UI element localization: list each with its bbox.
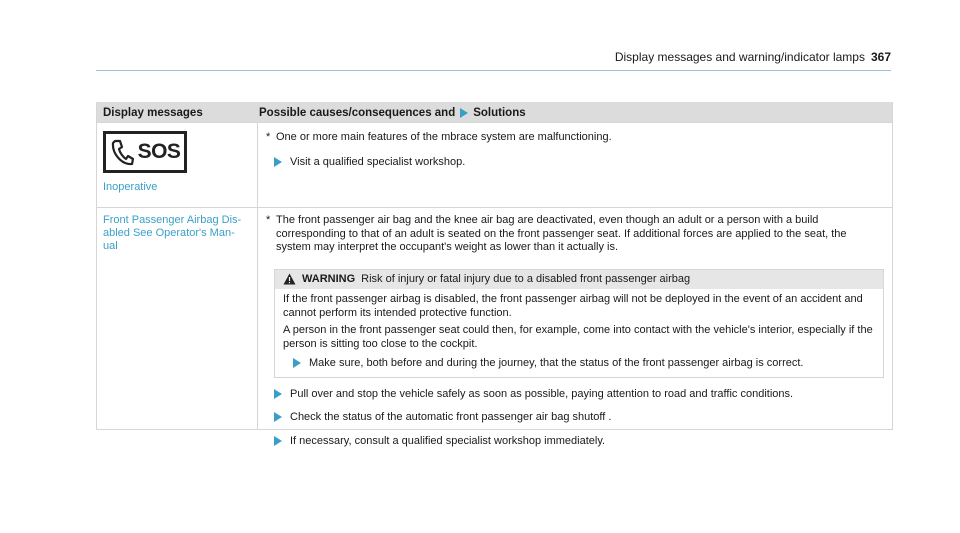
col-header-solutions-text: Solutions [473, 107, 526, 119]
action-text: Pull over and stop the vehicle safely as soon as possible, paying attention to road and traffic conditions. [290, 387, 794, 400]
action-arrow-icon [274, 157, 282, 167]
warning-label: WARNING [302, 272, 356, 285]
message-cell [97, 123, 257, 207]
causes-cell [257, 208, 892, 447]
message-text: Inoperative [103, 181, 158, 193]
causes-cell [257, 123, 892, 207]
phone-icon [110, 138, 134, 166]
action-item [283, 357, 875, 371]
table-header [97, 102, 892, 122]
col-header-causes-text: Possible causes/consequences and [259, 107, 456, 119]
note [264, 131, 884, 145]
warning-triangle-icon [283, 273, 296, 285]
action-arrow-icon [274, 412, 282, 422]
action-item [264, 156, 884, 170]
note-text: The front passenger air bag and the knee air bag are deactivated, even though an adult or a person with a build corresponding to that of an adult is seated on the front passenger seat. If additional forces are applied to the seat, the system may interpret the occupant's weight as lower than it actually is. [276, 214, 847, 253]
asterisk-icon: * [266, 214, 271, 226]
action-arrow-icon [293, 358, 301, 368]
message-text: Front Passenger Airbag Dis- abled See Operator's Man- ual [103, 214, 242, 252]
page-number: 367 [870, 50, 891, 64]
sos-phone-icon [103, 131, 187, 173]
asterisk-icon: * [266, 131, 271, 143]
action-text: If necessary, consult a qualified specialist workshop immediately. [290, 434, 606, 447]
action-arrow-icon [274, 436, 282, 446]
action-item [264, 388, 884, 402]
note-text: One or more main features of the mbrace system are malfunctioning. [276, 131, 612, 143]
action-text: Check the status of the automatic front passenger air bag shutoff . [290, 411, 612, 423]
header-text [615, 50, 891, 64]
action-item [264, 435, 884, 449]
action-text: Visit a qualified specialist workshop. [290, 155, 466, 168]
col-header-causes-solutions [257, 102, 892, 122]
table-row [97, 207, 892, 447]
solution-arrow-icon [460, 108, 468, 118]
sos-label: SOS [137, 140, 181, 163]
warning-box [274, 269, 884, 378]
table-row [97, 122, 892, 207]
message-cell [97, 208, 257, 429]
warning-paragraph: A person in the front passenger seat could then, for example, come into contact with the vehicle's interior, especially if the person is sitting too close to the cockpit. [283, 324, 873, 350]
warning-body [275, 289, 883, 377]
section-title: Display messages and warning/indicator lamps [614, 50, 865, 64]
action-text: Make sure, both before and during the journey, that the status of the front passenger airbag is correct. [309, 357, 804, 369]
warning-paragraph: If the front passenger airbag is disabled, the front passenger airbag will not be deployed in the event of an accident and cannot perform its intended protective function. [283, 293, 863, 319]
action-arrow-icon [274, 389, 282, 399]
warning-header [275, 270, 883, 290]
col-header-display-messages: Display messages [103, 107, 203, 119]
display-messages-table [96, 102, 893, 447]
warning-title: Risk of injury or fatal injury due to a disabled front passenger airbag [361, 272, 691, 285]
page-header [96, 50, 891, 71]
note [264, 214, 884, 255]
action-item [264, 411, 884, 425]
